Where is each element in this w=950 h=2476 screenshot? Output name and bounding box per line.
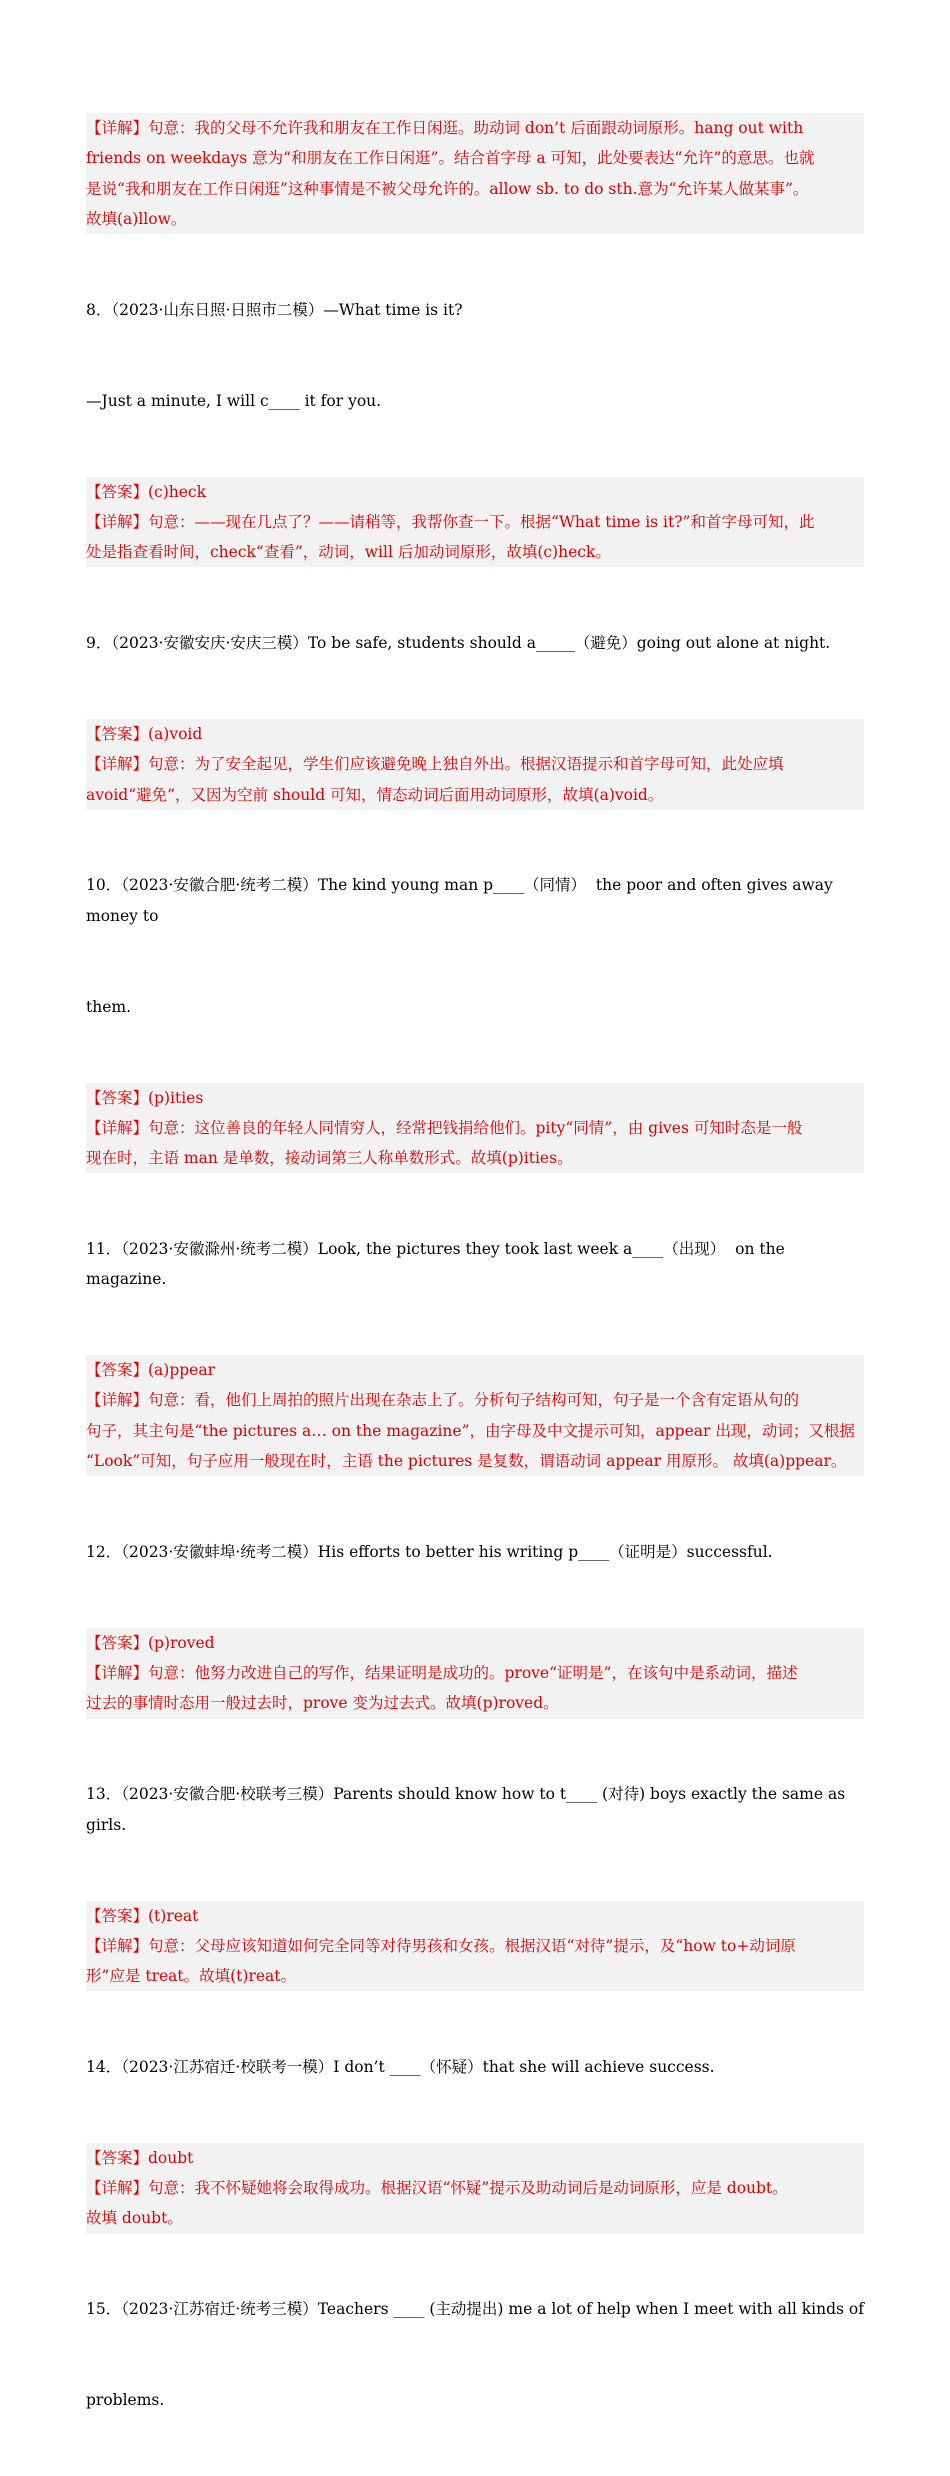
answer-line: 【答案】doubt xyxy=(86,2148,194,2167)
question-line: 15．（2023·江苏宿迁·统考三模）Teachers ____ (主动提出) me a lot of help when I meet with all kinds of xyxy=(86,2300,864,2319)
question-line: 8．（2023·山东日照·日照市二模）—What time is it? xyxy=(86,300,463,319)
answer-block-12 xyxy=(86,1628,864,1719)
question-line: 12．（2023·安徽蚌埠·统考二模）His efforts to better his writing p____（证明是）successful. xyxy=(86,1542,773,1561)
question-line: 13．（2023·安徽合肥·校联考三模）Parents should know how to t____ (对待) boys exactly the same as girls. xyxy=(86,1785,851,1834)
answer-line: 【答案】(p)ities xyxy=(86,1088,204,1107)
explanation-line: 【详解】句意：我的父母不允许我和朋友在工作日闲逛。助动词 don’t 后面跟动词原形。hang out with xyxy=(86,119,804,137)
answer-block-9 xyxy=(86,719,864,810)
explanation-line: 句子，其主句是“the pictures a… on the magazine”，由字母及中文提示可知，appear 出现，动词；又根据 xyxy=(86,1421,855,1440)
explanation-line: 【详解】句意：我不怀疑她将会取得成功。根据汉语“怀疑”提示及助动词后是动词原形，应是 doubt。 xyxy=(86,2179,788,2198)
answer-line: 【答案】(a)void xyxy=(86,724,203,743)
explanation-line: 【详解】句意：这位善良的年轻人同情穷人，经常把钱捐给他们。pity“同情”，由 gives 可知时态是一般 xyxy=(86,1118,803,1137)
explanation-line: 处是指查看时间，check“查看”，动词，will 后加动词原形，故填(c)heck。 xyxy=(86,543,611,562)
question-line: 11．（2023·安徽滁州·统考二模）Look, the pictures they took last week a____（出现） on the magazine. xyxy=(86,1239,790,1289)
explanation-line: 【详解】句意：看，他们上周拍的照片出现在杂志上了。分析句子结构可知，句子是一个含有定语从句的 xyxy=(86,1391,800,1410)
explanation-line: 故填 doubt。 xyxy=(86,2209,183,2228)
question-10 xyxy=(86,810,864,1083)
explanation-line: 【详解】句意：父母应该知道如何完全同等对待男孩和女孩。根据汉语“对待”提示，及“how to+动词原 xyxy=(86,1936,796,1955)
explanation-line: 是说“我和朋友在工作日闲逛”这种事情是不被父母允许的。allow sb. to do sth.意为“允许某人做某事”。 xyxy=(86,179,809,198)
document-page xyxy=(86,113,864,2476)
question-9 xyxy=(86,567,864,718)
question-line: 9．（2023·安徽安庆·安庆三模）To be safe, students should a_____（避免）going out alone at night. xyxy=(86,634,831,653)
answer-line: 【答案】(t)reat xyxy=(86,1906,199,1925)
question-15 xyxy=(86,2234,864,2476)
question-line: —Just a minute, I will c____ it for you. xyxy=(86,391,382,410)
answer-block-13 xyxy=(86,1901,864,1992)
explanation-line: avoid“避免”，又因为空前 should 可知，情态动词后面用动词原形，故填(a)void。 xyxy=(86,785,664,804)
question-11 xyxy=(86,1173,864,1355)
answer-block-10 xyxy=(86,1083,864,1174)
answer-block-14 xyxy=(86,2143,864,2234)
question-8 xyxy=(86,234,864,476)
question-14 xyxy=(86,1991,864,2142)
answer-line: 【答案】(c)heck xyxy=(86,482,207,501)
question-line: 14．（2023·江苏宿迁·校联考一模）I don’t ____（怀疑）that she will achieve success. xyxy=(86,2058,715,2076)
explanation-line: 形”应是 treat。故填(t)reat。 xyxy=(86,1967,297,1986)
question-13 xyxy=(86,1719,864,1901)
answer-line: 【答案】(p)roved xyxy=(86,1633,215,1652)
answer-block-11 xyxy=(86,1355,864,1476)
explanation-line: 故填(a)llow。 xyxy=(86,209,187,228)
explanation-line: 【详解】句意：为了安全起见，学生们应该避免晚上独自外出。根据汉语提示和首字母可知，此处应填 xyxy=(86,755,784,774)
answer-block-8 xyxy=(86,477,864,568)
explanation-line: 过去的事情时态用一般过去时，prove 变为过去式。故填(p)roved。 xyxy=(86,1694,559,1713)
question-line: them. xyxy=(86,997,132,1016)
explanation-block-7 xyxy=(86,113,864,234)
answer-line: 【答案】(a)ppear xyxy=(86,1361,216,1380)
explanation-line: 现在时，主语 man 是单数，接动词第三人称单数形式。故填(p)ities。 xyxy=(86,1149,573,1168)
explanation-line: 【详解】句意：——现在几点了？——请稍等，我帮你查一下。根据“What time is it?”和首字母可知，此 xyxy=(86,512,815,531)
explanation-line: 【详解】句意：他努力改进自己的写作，结果证明是成功的。prove“证明是”，在该句中是系动词，描述 xyxy=(86,1664,798,1683)
question-line: problems. xyxy=(86,2391,165,2410)
question-line: 10．（2023·安徽合肥·统考二模）The kind young man p____（同情） the poor and often gives away money to xyxy=(86,876,838,925)
explanation-line: friends on weekdays 意为“和朋友在工作日闲逛”。结合首字母 a 可知，此处要表达“允许”的意思。也就 xyxy=(86,149,815,168)
question-12 xyxy=(86,1476,864,1627)
explanation-line: “Look”可知，句子应用一般现在时，主语 the pictures 是复数，谓语动词 appear 用原形。 故填(a)ppear。 xyxy=(86,1452,847,1471)
